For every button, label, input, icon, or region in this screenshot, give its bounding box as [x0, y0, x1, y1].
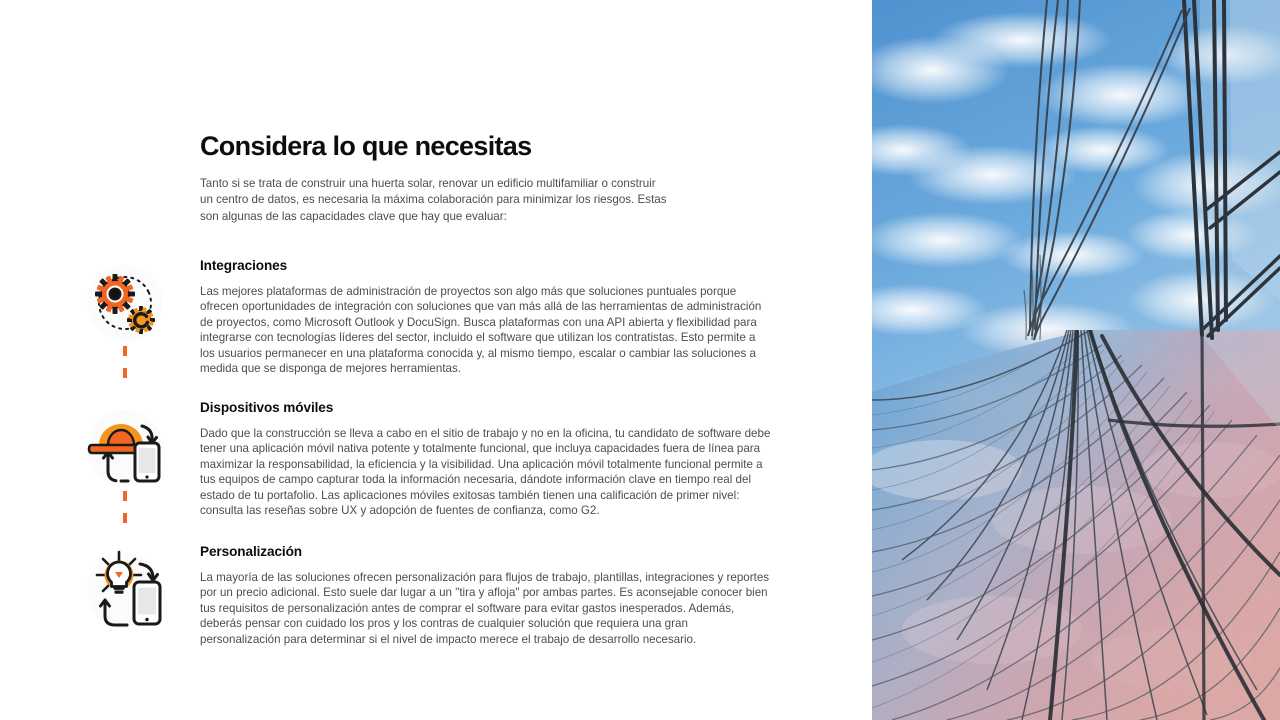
lightbulb-mobile-icon — [87, 552, 163, 629]
section-heading: Integraciones — [200, 258, 288, 273]
section-body: Dado que la construcción se lleva a cabo en el sitio de trabajo y no en la oficina, tu candidato de software debe tener una aplicación móvil nativa potente y totalmente funcional, que incluya capacidades fuera de línea para maximizar la responsabilidad, la eficiencia y la visibilidad. Una aplicación móvil totalmente funcional permite a tus equipos de campo capturar toda la información necesaria, dándote información clave en tiempo real del estado de tu portafolio. Las aplicaciones móviles exitosas también tienen una calificación de primer nivel: consulta las reseñas sobre UX y adopción de fuentes de confianza, como G2. — [200, 427, 771, 518]
hardhat-mobile-icon — [87, 410, 163, 486]
icon-timeline — [78, 248, 178, 648]
section-body: Las mejores plataformas de administración de proyectos son algo más que soluciones puntuales porque ofrecen oportunidades de integración con soluciones que van más allá de las herramientas de administración de proyectos, como Microsoft Outlook y DocuSign. Busca plataformas con una API abierta y flexibilidad para integrarse con tecnologías líderes del sector, incluido el software que utilizan los contratistas. Esto permite a los usuarios permanecer en una plataforma conocida y, al mismo tiempo, escalar o cambiar las soluciones a medida que se disponga de mejores herramientas. — [200, 285, 762, 376]
section-heading: Dispositivos móviles — [200, 400, 334, 415]
intro-paragraph: Tanto si se trata de construir una huerta solar, renovar un edificio multifamiliar o construir un centro de datos, es necesaria la máxima colaboración para minimizar los riesgos. Estas son algunas de las capacidades clave que hay que evaluar: — [200, 177, 667, 223]
section-personalizacion — [200, 544, 773, 647]
section-body: La mayoría de las soluciones ofrecen personalización para flujos de trabajo, plantillas, integraciones y reportes por un precio adicional. Esto suele dar lugar a un "tira y afloja" por ambas partes. Es aconsejable conocer bien tus requisitos de personalización antes de comprar el software para evitar gastos inesperados. Además, deberás pensar con cuidado los pros y los contras de cualquier solución que requiera una gran personalización para determinar si el nivel de impacto merece el trabajo de desarrollo necesario. — [200, 571, 770, 646]
gears-integration-icon — [87, 265, 163, 341]
section-integraciones — [200, 258, 773, 376]
glass-skyscraper-facade-photo — [872, 0, 1280, 720]
section-heading: Personalización — [200, 544, 302, 559]
section-dispositivos-moviles — [200, 400, 773, 518]
page-title: Considera lo que necesitas — [200, 131, 532, 161]
